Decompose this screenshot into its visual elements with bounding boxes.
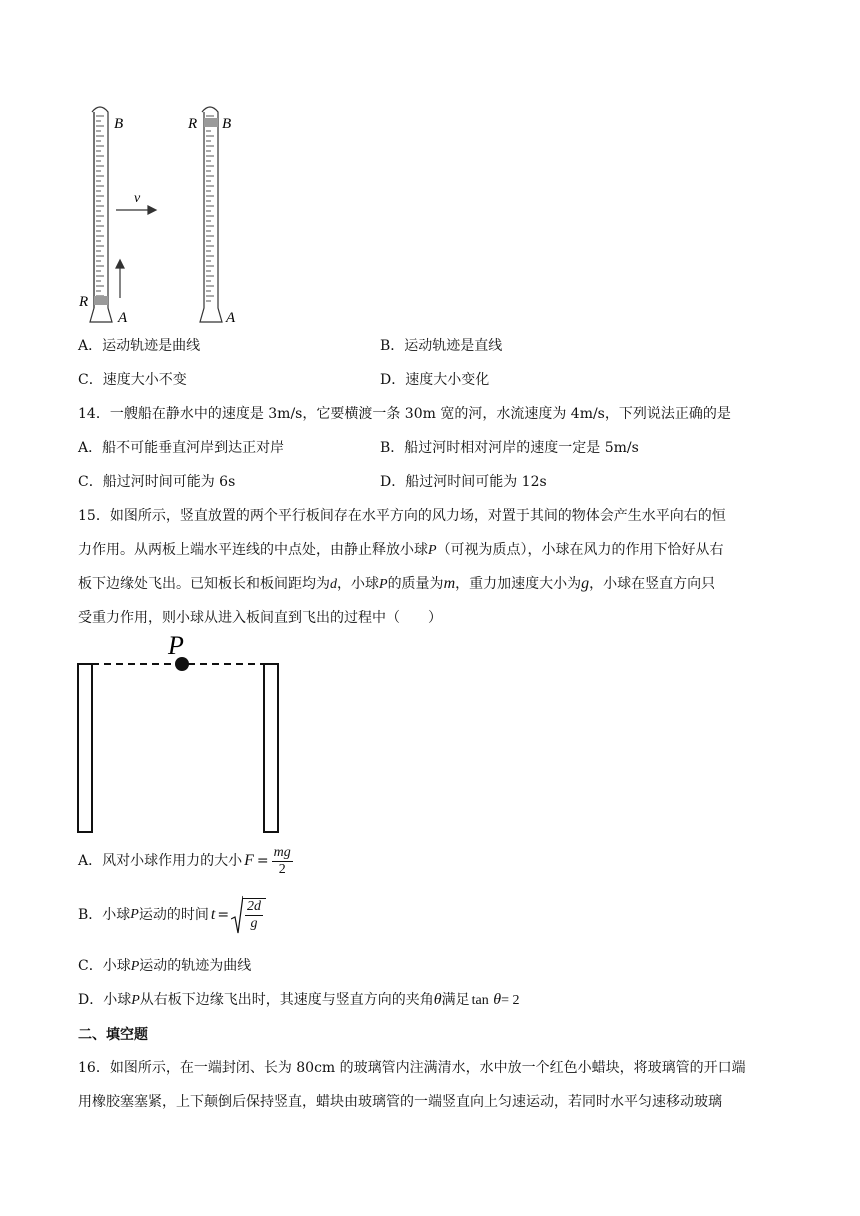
wax-block-right [204,118,218,127]
q14-option-d[interactable]: D．船过河时间可能为 12s [380,474,547,490]
var-P: P [379,577,388,592]
q15-option-b[interactable]: B．小球 P 运动的时间 t = $\frac{2d}{g}$ [78,892,266,938]
q15-option-d[interactable]: D．小球P从右板下边缘飞出时，其速度与竖直方向的夹角θ满足 tan θ= 2 [78,991,520,1008]
right-tube [200,107,222,322]
right-tube-graduations [206,116,214,301]
q16-line-2: 用橡胶塞塞紧，上下颠倒后保持竖直，蜡块由玻璃管的一端竖直向上匀速运动，若同时水平匀速移动玻璃 [78,1094,722,1110]
q15-line-2: 力作用。从两板上端水平连线的中点处，由静止释放小球P（可视为质点），小球在风力的作用下恰好从右 [78,542,724,558]
label-P: P [168,631,184,660]
left-tube [90,107,112,322]
sqrt-2d-over-g: $\frac{2d}{g}$ [231,895,266,935]
q14-option-b[interactable]: B．船过河时相对河岸的速度一定是 5m/s [380,440,639,456]
velocity-arrow [116,206,156,214]
q14-stem: 14．一艘船在静水中的速度是 3m/s，它要横渡一条 30m 宽的河，水流速度为 4m/s，下列说法正确的是 [78,406,731,422]
label-A-left: A [118,310,128,326]
label-v: v [134,191,141,206]
fraction-mg-over-2: $\frac{mg}{2}$ [273,844,291,877]
var-P: P [428,543,437,558]
left-plate [78,664,92,832]
var-d: d [330,577,337,592]
q15-option-c[interactable]: C．小球P运动的轨迹为曲线 [78,958,252,974]
q13-option-a[interactable]: A．运动轨迹是曲线 [78,338,201,354]
q13-option-c[interactable]: C．速度大小不变 [78,372,187,388]
wax-block-left [94,296,108,305]
var-g: g [581,575,590,592]
label-B-left: B [114,116,124,132]
section-heading: 二、填空题 [78,1027,148,1043]
q13-option-b[interactable]: B．运动轨迹是直线 [380,338,503,354]
label-A-right: A [226,310,236,326]
label-R-left: R [79,294,89,310]
label-B-right: B [222,116,232,132]
label-R-right: R [188,116,198,132]
tube-figure [76,100,256,332]
plates-figure [74,628,290,838]
q15-option-a[interactable]: A．风对小球作用力的大小 F = $\frac{mg}{2}$ [78,844,291,877]
left-tube-graduations [96,116,104,301]
q15-line-4: 受重力作用，则小球从进入板间直到飞出的过程中（ ） [78,610,442,626]
q15-line-1: 15．如图所示，竖直放置的两个平行板间存在水平方向的风力场，对置于其间的物体会产生水平向右的恒 [78,508,726,524]
q14-option-a[interactable]: A．船不可能垂直河岸到达正对岸 [78,440,285,456]
right-plate [264,664,278,832]
q13-option-d[interactable]: D．速度大小变化 [380,372,490,388]
var-m: m [443,575,456,592]
q14-option-c[interactable]: C．船过河时间可能为 6s [78,474,236,490]
up-arrow [116,260,124,298]
q15-line-3: 板下边缘处飞出。已知板长和板间距均为d，小球P的质量为m，重力加速度大小为g，小球在竖直方向只 [78,575,716,592]
q16-line-1: 16．如图所示，在一端封闭、长为 80cm 的玻璃管内注满清水，水中放一个红色小蜡块，将玻璃管的开口端 [78,1060,746,1076]
